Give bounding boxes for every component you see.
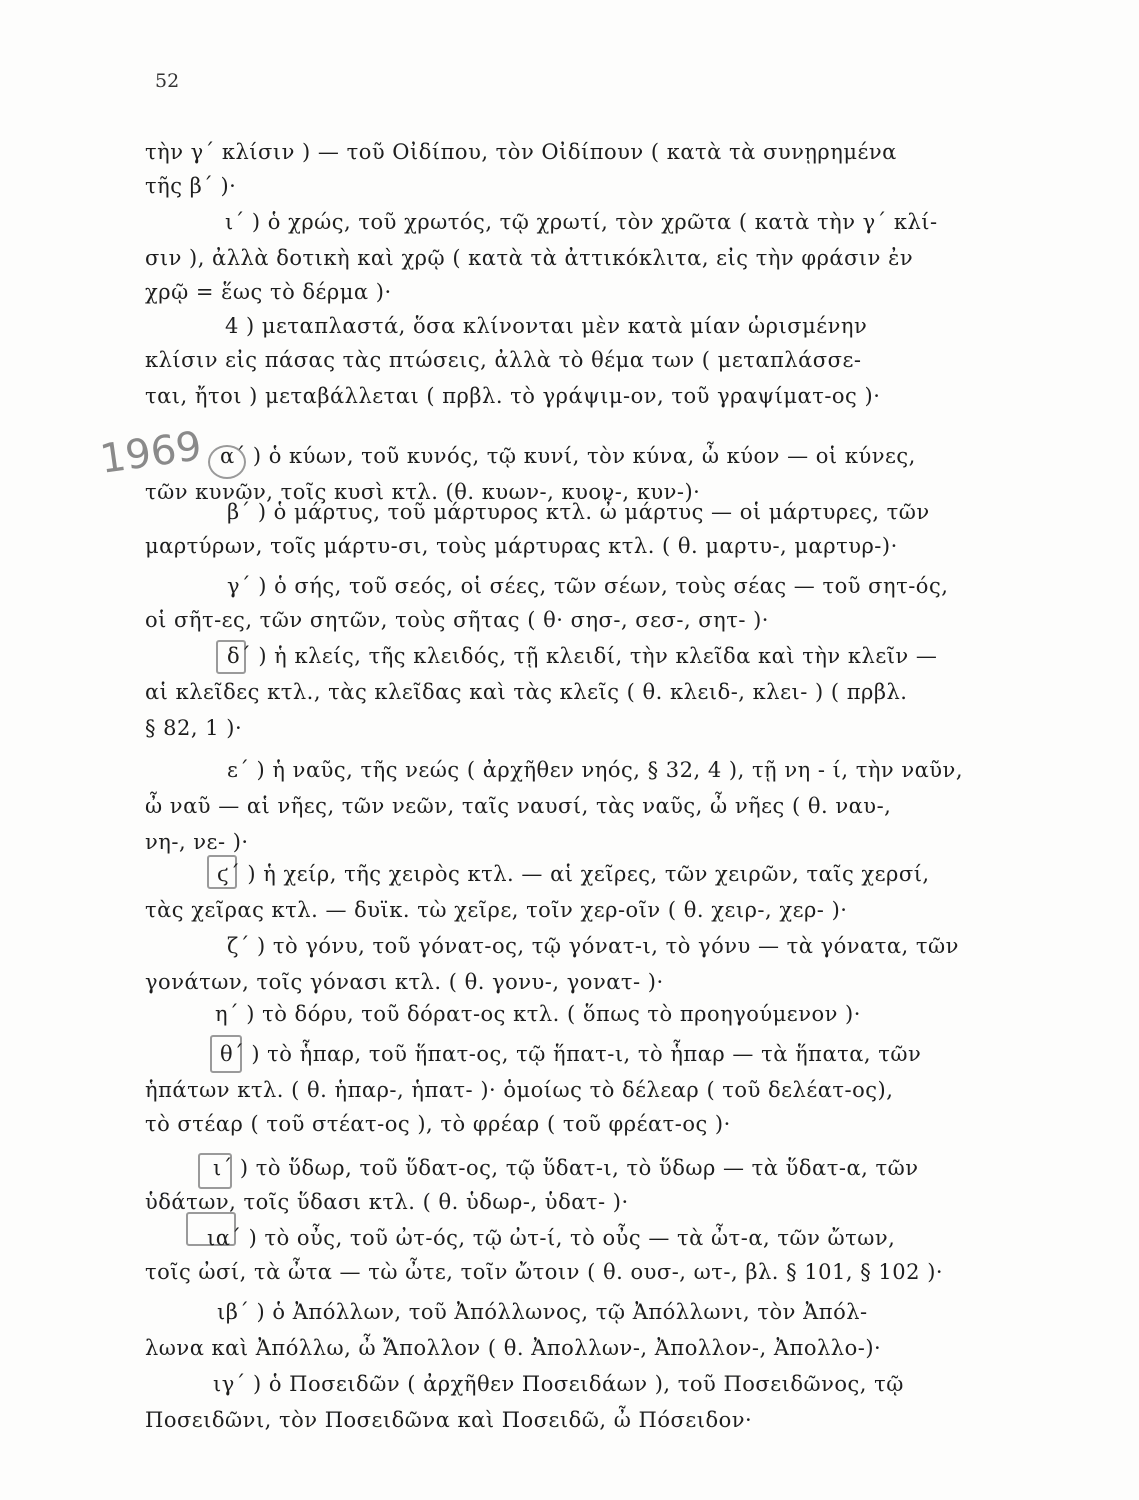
text-line: ιβ΄ ) ὁ Ἀπόλλων, τοῦ Ἀπόλλωνος, τῷ Ἀπόλλωνι, τὸν Ἀπόλ-: [217, 1300, 868, 1324]
text-line: ζ΄ ) τὸ γόνυ, τοῦ γόνατ-ος, τῷ γόνατ-ι, τὸ γόνυ — τὰ γόνατα, τῶν: [227, 934, 959, 958]
text-line: ται, ἤτοι ) μεταβάλλεται ( πρβλ. τὸ γράψιμ-ον, τοῦ γραψίματ-ος )·: [145, 384, 881, 408]
text-line: γονάτων, τοῖς γόνασι κτλ. ( θ. γονυ-, γονατ- )·: [145, 970, 664, 994]
text-line: δ΄ ) ἡ κλείς, τῆς κλειδός, τῇ κλειδί, τὴν κλεῖδα καὶ τὴν κλεῖν —: [227, 644, 938, 668]
text-line: ε΄ ) ἡ ναῦς, τῆς νεώς ( ἀρχῆθεν νηός, § 32, 4 ), τῇ νη - ί, τὴν ναῦν,: [227, 758, 963, 782]
text-line: τῆς β΄ )·: [145, 174, 237, 198]
text-line: τῶν κυνῶν, τοῖς κυσὶ κτλ. (θ. κυων-, κυον-, κυν-)·: [145, 480, 701, 504]
text-line: ιγ΄ ) ὁ Ποσειδῶν ( ἀρχῆθεν Ποσειδάων ), τοῦ Ποσειδῶνος, τῷ: [213, 1372, 904, 1396]
text-line: γ΄ ) ὁ σής, τοῦ σεός, οἱ σέες, τῶν σέων, τοὺς σέας — τοῦ σητ-ός,: [227, 574, 949, 598]
text-line: ια΄ ) τὸ οὖς, τοῦ ὠτ-ός, τῷ ὠτ-ί, τὸ οὖς — τὰ ὦτ-α, τῶν ὤτων,: [207, 1226, 896, 1250]
text-line: ὦ ναῦ — αἱ νῆες, τῶν νεῶν, ταῖς ναυσί, τὰς ναῦς, ὦ νῆες ( θ. ναυ-,: [145, 794, 892, 818]
text-line: λωνα καὶ Ἀπόλλω, ὦ Ἄπολλον ( θ. Ἀπολλων-, Ἀπολλον-, Ἀπολλο-)·: [145, 1336, 882, 1360]
text-line: η΄ ) τὸ δόρυ, τοῦ δόρατ-ος κτλ. ( ὅπως τὸ προηγούμενον )·: [215, 1002, 861, 1026]
text-line: Ποσειδῶνι, τὸν Ποσειδῶνα καὶ Ποσειδῶ, ὦ Πόσειδον·: [145, 1408, 753, 1432]
text-line: αἱ κλεῖδες κτλ., τὰς κλεῖδας καὶ τὰς κλεῖς ( θ. κλειδ-, κλει- ) ( πρβλ.: [145, 680, 908, 704]
text-line: ἡπάτων κτλ. ( θ. ἡπαρ-, ἡπατ- )· ὁμοίως τὸ δέλεαρ ( τοῦ δελέατ-ος),: [145, 1078, 894, 1102]
text-line: τὸ στέαρ ( τοῦ στέατ-ος ), τὸ φρέαρ ( τοῦ φρέατ-ος )·: [145, 1112, 731, 1136]
text-line: σιν ), ἀλλὰ δοτικὴ καὶ χρῷ ( κατὰ τὰ ἀττικόκλιτα, εἰς τὴν φράσιν ἐν: [145, 246, 914, 270]
text-line: θ΄ ) τὸ ἧπαρ, τοῦ ἥπατ-ος, τῷ ἥπατ-ι, τὸ ἧπαρ — τὰ ἥπατα, τῶν: [220, 1042, 922, 1066]
text-line: τὰς χεῖρας κτλ. — δυϊκ. τὼ χεῖρε, τοῖν χερ-οῖν ( θ. χειρ-, χερ- )·: [145, 898, 848, 922]
text-line: τὴν γ΄ κλίσιν ) — τοῦ Οἰδίπου, τὸν Οἰδίπουν ( κατὰ τὰ συνῃρημένα: [145, 140, 897, 164]
pencil-annotation: 1969: [97, 423, 205, 483]
text-line: β΄ ) ὁ μάρτυς, τοῦ μάρτυρος κτλ. ὦ μάρτυς — οἱ μάρτυρες, τῶν: [227, 500, 930, 524]
text-line: ι΄ ) ὁ χρώς, τοῦ χρωτός, τῷ χρωτί, τὸν χρῶτα ( κατὰ τὴν γ΄ κλί-: [225, 210, 938, 234]
text-line: § 82, 1 )·: [145, 716, 243, 740]
text-line: ϛ΄ ) ἡ χείρ, τῆς χειρὸς κτλ. — αἱ χεῖρες, τῶν χειρῶν, ταῖς χερσί,: [217, 862, 930, 886]
text-line: τοῖς ὠσί, τὰ ὦτα — τὼ ὦτε, τοῖν ὤτοιν ( θ. ουσ-, ωτ-, βλ. § 101, § 102 )·: [145, 1260, 944, 1284]
text-line: κλίσιν εἰς πάσας τὰς πτώσεις, ἀλλὰ τὸ θέμα των ( μεταπλάσσε-: [145, 348, 862, 372]
text-line: νη-, νε- )·: [145, 830, 249, 854]
text-line: χρῷ = ἕως τὸ δέρμα )·: [145, 280, 392, 304]
text-line: οἱ σῆτ-ες, τῶν σητῶν, τοὺς σῆτας ( θ· σησ-, σεσ-, σητ- )·: [145, 608, 769, 632]
text-line: μαρτύρων, τοῖς μάρτυ-σι, τοὺς μάρτυρας κτλ. ( θ. μαρτυ-, μαρτυρ-)·: [145, 534, 898, 558]
page-number: 52: [155, 70, 180, 92]
text-line: α΄ ) ὁ κύων, τοῦ κυνός, τῷ κυνί, τὸν κύνα, ὦ κύον — οἱ κύνες,: [220, 444, 916, 468]
text-line: 4 ) μεταπλαστά, ὅσα κλίνονται μὲν κατὰ μίαν ὡρισμένην: [225, 314, 868, 338]
text-line: ι΄ ) τὸ ὕδωρ, τοῦ ὕδατ-ος, τῷ ὕδατ-ι, τὸ ὕδωρ — τὰ ὕδατ-α, τῶν: [213, 1156, 919, 1180]
text-line: ὑδάτων, τοῖς ὕδασι κτλ. ( θ. ὑδωρ-, ὑδατ- )·: [145, 1190, 629, 1214]
